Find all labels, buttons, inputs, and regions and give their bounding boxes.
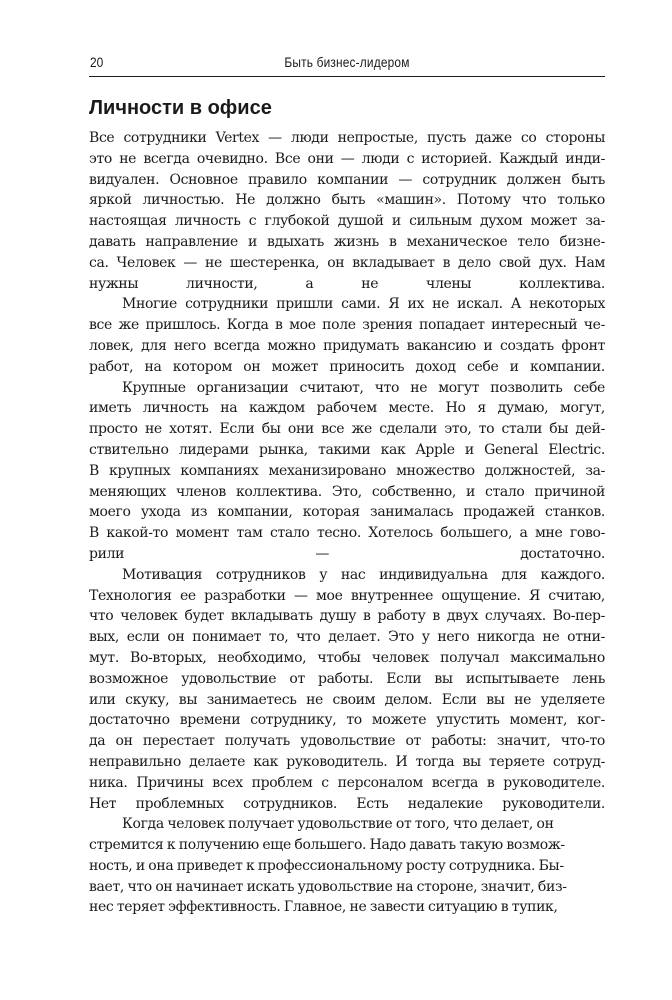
text-line: ность, и она приведет к профессиональному росту сотрудника. Бы- [89, 857, 564, 874]
text-line: достаточно времени сотруднику, то можете упустить момент, ког- [89, 712, 605, 729]
text-line: просто не хотят. Если бы они все же сделали это, то стали бы дей- [89, 421, 605, 438]
text-line: мут. Во-вторых, необходимо, чтобы человек получал максимально [89, 649, 605, 666]
text-line: что человек будет вкладывать душу в работу в двух случаях. Во-пер- [89, 608, 605, 625]
text-line: Нет проблемных сотрудников. Есть недалекие руководители. [89, 795, 605, 812]
text-line: ловек, для него всегда можно придумать вакансию и создать фронт [89, 337, 605, 354]
page-number: 20 [90, 54, 104, 70]
running-header [89, 52, 605, 77]
text-line: яркой личностью. Не должно быть «машин». Потому что только [89, 192, 605, 209]
text-line: рили — достаточно. [89, 545, 605, 562]
paragraph-3 [89, 378, 605, 565]
text-line: ника. Причины всех проблем с персоналом всегда в руководителе. [89, 774, 605, 791]
running-title: Быть бизнес-лидером [284, 54, 410, 70]
text-line: стремится к получению еще большего. Надо давать такую возмож- [89, 837, 565, 854]
text-line: Когда человек получает удовольствие от того, что делает, он [122, 816, 554, 833]
text-line: Технология ее разработки — мое внутреннее ощущение. Я считаю, [89, 587, 605, 604]
text-line: меняющих членов коллектива. Это, собственно, и стало причиной [89, 483, 605, 500]
text-line: ствительно лидерами рынка, такими как Apple и General Electric. [89, 441, 605, 458]
text-line: да он перестает получать удовольствие от работы: значит, что-то [89, 733, 605, 750]
text-line: или скуку, вы занимаетесь не своим делом. Если вы не уделяете [89, 691, 605, 708]
paragraph-2 [89, 294, 605, 377]
text-line: В какой-то момент там стало тесно. Хотелось большего, а мне гово- [89, 525, 605, 542]
paragraph-1 [89, 128, 605, 294]
text-line: неправильно делаете как руководитель. И тогда вы теряете сотруд- [89, 753, 605, 770]
paragraph-4 [89, 565, 605, 815]
text-line: настоящая личность с глубокой душой и сильным духом может за- [89, 213, 605, 230]
text-line: видуален. Основное правило компании — сотрудник должен быть [89, 171, 605, 188]
text-line: са. Человек — не шестеренка, он вкладывает в дело свой дух. Нам [89, 254, 605, 271]
text-line: вает, что он начинает искать удовольствие на стороне, значит, биз- [89, 878, 567, 895]
text-line: работ, на котором он может приносить доход себе и компании. [89, 358, 605, 375]
text-line: давать направление и вдыхать жизнь в механическое тело бизне- [89, 233, 605, 250]
text-line: В крупных компаниях механизировано множество должностей, за- [89, 462, 605, 479]
paragraph-5 [89, 814, 605, 918]
text-line: иметь личность на каждом рабочем месте. Но я думаю, могут, [89, 400, 605, 417]
book-page [89, 52, 605, 918]
text-line: Многие сотрудники пришли сами. Я их не искал. А некоторых [122, 296, 605, 313]
text-line: это не всегда очевидно. Все они — люди с историей. Каждый инди- [89, 150, 605, 167]
text-line: нужны личности, а не члены коллектива. [89, 275, 605, 292]
text-line: все же пришлось. Когда в мое поле зрения попадает интересный че- [89, 317, 605, 334]
text-line: возможное удовольствие от работы. Если вы испытываете лень [89, 670, 605, 687]
body-text [89, 128, 605, 918]
text-line: нес теряет эффективность. Главное, не завести ситуацию в тупик, [89, 899, 558, 916]
text-line: моего ухода из компании, которая занималась продажей станков. [89, 504, 605, 521]
text-line: Крупные организации считают, что не могут позволить себе [122, 379, 605, 396]
text-line: вых, если он понимает то, что делает. Это у него никогда не отни- [89, 629, 605, 646]
section-heading: Личности в офисе [89, 97, 272, 119]
text-line: Все сотрудники Vertex — люди непростые, пусть даже со стороны [89, 130, 605, 146]
text-line: Мотивация сотрудников у нас индивидуальна для каждого. [122, 566, 605, 583]
